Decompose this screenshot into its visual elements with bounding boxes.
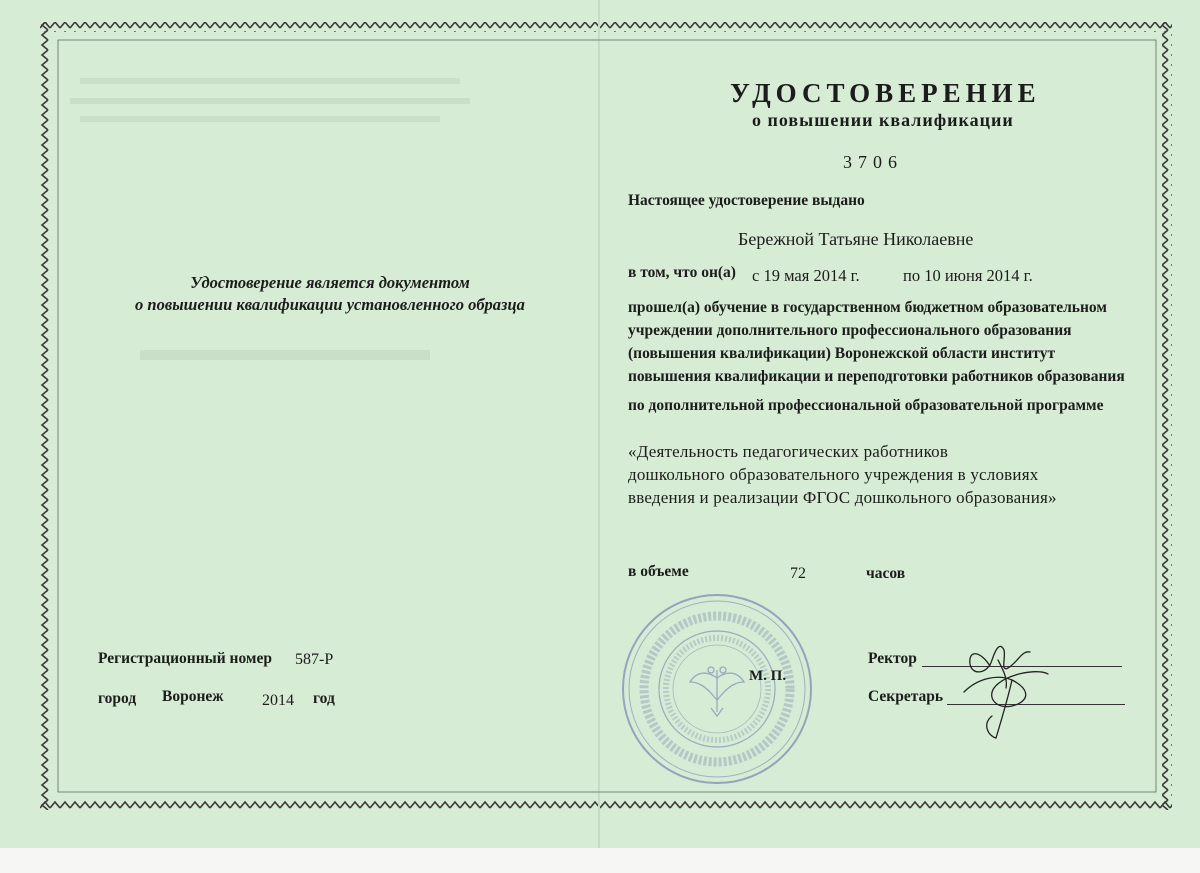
center-fold bbox=[598, 0, 600, 848]
seal-label: М. П. bbox=[749, 668, 787, 684]
city-year: 2014 bbox=[262, 692, 294, 709]
rector-label: Ректор bbox=[868, 650, 917, 667]
registration-label: Регистрационный номер bbox=[98, 650, 272, 667]
city-label: город bbox=[98, 690, 137, 707]
training-line: учреждении дополнительного профессионального образования bbox=[628, 322, 1072, 339]
certificate-subtitle: о повышении квалификации bbox=[752, 110, 1014, 130]
program-line: дошкольного образовательного учреждения в условиях bbox=[628, 465, 1039, 484]
training-text bbox=[628, 296, 1125, 388]
period-from: с 19 мая 2014 г. bbox=[752, 266, 860, 285]
left-note-line2: о повышении квалификации установленного образца bbox=[135, 295, 525, 314]
training-line: прошел(а) обучение в государственном бюджетном образовательном bbox=[628, 299, 1107, 316]
period-to: по 10 июня 2014 г. bbox=[903, 266, 1033, 285]
volume-label: в объеме bbox=[628, 563, 689, 580]
secretary-label: Секретарь bbox=[868, 688, 944, 705]
period-label: в том, что он(а) bbox=[628, 264, 736, 281]
registration-number: 587-Р bbox=[295, 651, 334, 668]
show-through-text bbox=[70, 98, 470, 104]
training-line: (повышения квалификации) Воронежской области институт bbox=[628, 345, 1056, 362]
year-label: год bbox=[313, 690, 335, 707]
show-through-text bbox=[80, 116, 440, 122]
volume-unit: часов bbox=[866, 565, 906, 582]
certificate-number: 3706 bbox=[843, 152, 903, 172]
scan-margin bbox=[0, 848, 1200, 873]
certificate-title: УДОСТОВЕРЕНИЕ bbox=[730, 78, 1041, 108]
recipient-name: Бережной Татьяне Николаевне bbox=[738, 229, 974, 249]
left-note-line1: Удостоверение является документом bbox=[190, 273, 470, 292]
program-line: «Деятельность педагогических работников bbox=[628, 442, 949, 461]
volume-hours: 72 bbox=[790, 565, 806, 582]
city-name: Воронеж bbox=[162, 688, 224, 705]
program-line: введения и реализации ФГОС дошкольного образования» bbox=[628, 488, 1057, 507]
program-name bbox=[628, 440, 1057, 509]
program-label: по дополнительной профессиональной образовательной программе bbox=[628, 397, 1104, 414]
handwritten-signature bbox=[938, 628, 1068, 753]
official-stamp bbox=[618, 590, 816, 788]
show-through-text bbox=[80, 78, 460, 84]
training-line: повышения квалификации и переподготовки работников образования bbox=[628, 368, 1125, 385]
issued-label: Настоящее удостоверение выдано bbox=[628, 192, 865, 209]
show-through-text bbox=[140, 350, 430, 360]
